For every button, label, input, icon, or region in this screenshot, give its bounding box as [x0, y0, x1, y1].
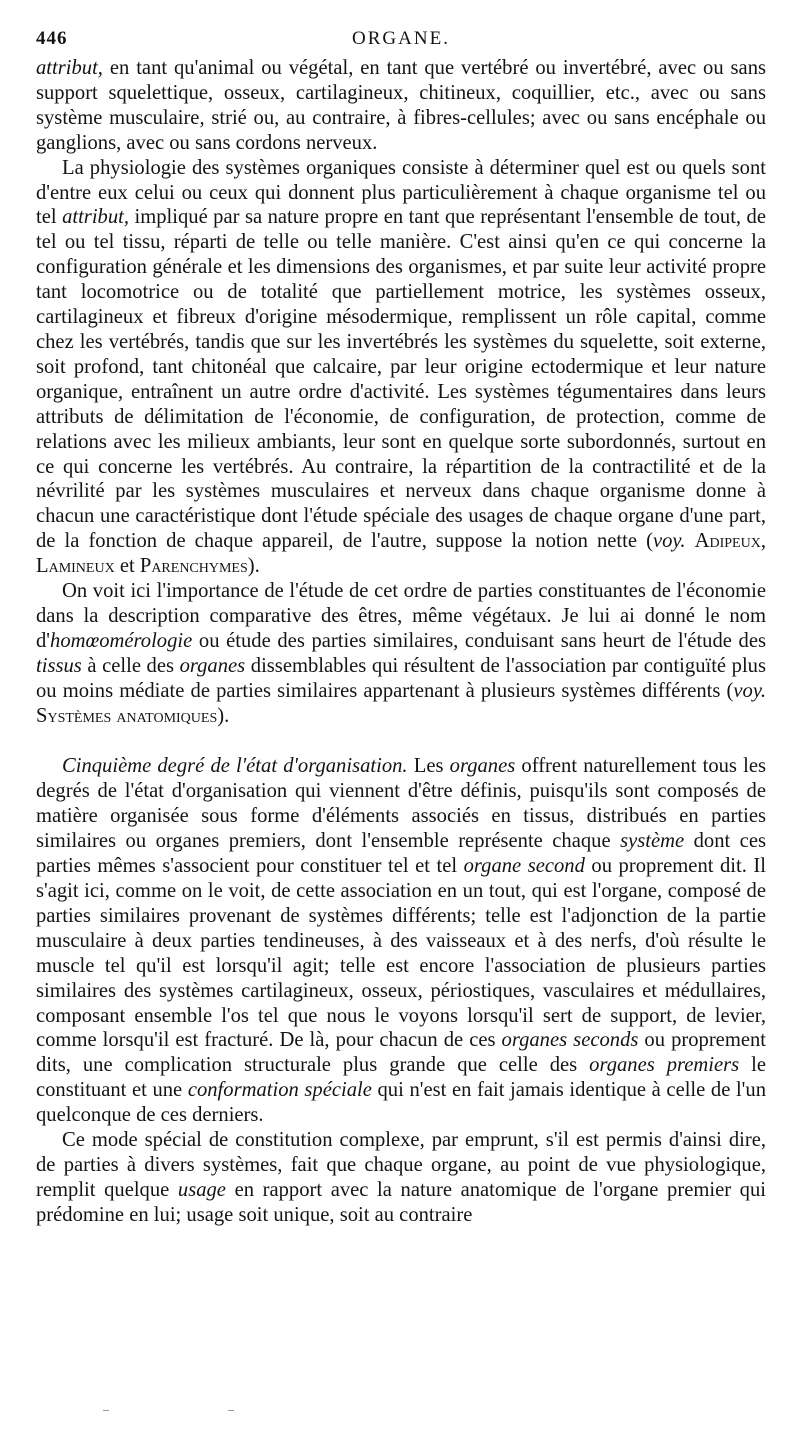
text-run: ou proprement dit. Il s'agit ici, comme on le voit, de cette association en un tout, qui est l'organe, composé de parties similaires provenant de systèmes différents; telle est l'adjonction de la partie musculaire à deux parties tendineuses, à des vaisseaux et à des nerfs, d'où résulte le muscle tel qu'il est lorsqu'il agit; telle est encore l'association de plusieurs parties similaires des systèmes cartilagineux, osseux, périostiques, vasculaires et médullaires, composant ensemble l'os tel que nous le voyons lorsqu'il sert de support, de levier, comme lorsqu'il est fracturé. De là, pour chacun de ces: [36, 855, 766, 1052]
italic-text: organe second: [463, 855, 585, 878]
italic-text: tissus: [36, 654, 82, 677]
text-run: ou étude des parties similaires, conduisant sans heurt de l'étude des: [192, 629, 766, 652]
running-head: ORGANE.: [352, 28, 450, 49]
paragraph: [36, 56, 766, 156]
text-run: et: [114, 555, 140, 578]
text-run: en rapport avec la nature anatomique de l'organe premier qui prédomine en lui; usage soit unique, soit au contraire: [36, 1178, 766, 1226]
page-header: [36, 28, 766, 56]
italic-text: voy.: [652, 530, 686, 553]
text-run: offrent naturellement tous les degrés de l'état d'organisation qui viennent d'être définis, puisqu'ils sont composés de matière organisée sous forme d'éléments associés en tissus, distribués en parties similaires ou organes premiers, dont l'ensemble représente chaque: [36, 755, 766, 853]
body-text: [36, 56, 766, 1228]
text-run: dont ces parties mêmes s'associent pour constituer tel et tel: [36, 830, 766, 878]
scan-mark: [103, 1410, 109, 1411]
document-page: [36, 28, 766, 1228]
text-run: Les: [407, 755, 450, 778]
italic-text: homœomérologie: [50, 629, 193, 652]
text-run: ou proprement dits, une complication structurale plus grande que celle des: [36, 1029, 766, 1077]
text-run: Ce mode spécial de constitution complexe, par emprunt, s'il est permis d'ainsi dire, de parties à divers systèmes, fait que chaque organe, au point de vue physiologique, remplit quelque: [36, 1129, 766, 1201]
page-number: 446: [36, 28, 68, 49]
italic-text: organes: [449, 755, 516, 778]
italic-text: système: [620, 830, 685, 853]
paragraph: [36, 156, 766, 579]
italic-text: attribut,: [36, 57, 103, 79]
scan-mark: [228, 1410, 234, 1411]
text-run: On voit ici l'importance de l'étude de cet ordre de parties constituantes de l'économie dans la description comparative des êtres, même végétaux. Je lui ai donné le nom d': [36, 580, 766, 652]
italic-text: Cinquième degré de l'état d'organisation.: [62, 755, 408, 778]
italic-text: attribut,: [62, 206, 130, 229]
italic-text: usage: [177, 1178, 226, 1201]
text-run: impliqué par sa nature propre en tant que représentant l'ensemble de tout, de tel ou tel tissu, réparti de telle ou telle manière. C'est ainsi qu'en ce qui concerne la configuration générale et les dimensions des organismes, et par suite leur activité propre tant locomotrice ou de totalité que partiellement motrice, les systèmes osseux, cartilagineux et fibreux d'origine mésodermique, remplissent un rôle capital, comme chez les vertébrés, tandis que sur les invertébrés les systèmes du squelette, soit externe, soit profond, tant chitonéal que calcaire, par leur origine ectodermique et leur nature organique, entraînent un autre ordre d'activité. Les systèmes tégumentaires dans leurs attributs de délimitation de l'économie, de configuration, de protection, comme de relations avec les milieux ambiants, leur sont en quelque sorte subordonnés, surtout en ce qui concerne les vertébrés. Au contraire, la répartition de la contractilité et de la névrilité par les systèmes musculaires et nerveux dans chaque organisme donne à chacun une caractéristique dont l'étude spéciale des usages de chaque organe d'une part, de la fonction de chaque appareil, de l'autre, suppose la notion nette (: [36, 206, 766, 553]
text-run: [686, 530, 695, 552]
italic-text: organes premiers: [589, 1054, 740, 1077]
small-caps-text: Systèmes anatomiques: [36, 704, 218, 727]
small-caps-text: Parenchymes: [139, 555, 248, 578]
small-caps-text: Lamineux: [36, 555, 115, 578]
paragraph: [36, 579, 766, 728]
italic-text: conformation spéciale: [187, 1079, 372, 1102]
paragraph: [36, 754, 766, 1128]
text-run: ).: [217, 704, 230, 727]
text-run: qui n'est en fait jamais identique à celle de l'un quelconque de ces derniers.: [36, 1079, 766, 1127]
text-run: La physiologie des systèmes organiques consiste à déterminer quel est ou quels sont d'entre eux celui ou ceux qui donnent plus particulièrement à chaque organisme tel ou tel: [36, 156, 766, 229]
italic-text: organes: [179, 654, 246, 677]
small-caps-text: Adipeux: [694, 530, 761, 553]
italic-text: voy.: [733, 679, 766, 702]
italic-text: organes seconds: [501, 1029, 639, 1052]
text-run: en tant qu'animal ou végétal, en tant que vertébré ou invertébré, avec ou sans support squelettique, osseux, cartilagineux, chitineux, coquillier, etc., avec ou sans système musculaire, strié ou, au contraire, à fibres-cellules; avec ou sans encéphale ou ganglions, avec ou sans cordons nerveux.: [36, 57, 766, 154]
text-run: ).: [247, 555, 260, 578]
text-run: ,: [760, 530, 766, 553]
text-run: le constituant et une: [36, 1054, 766, 1102]
bottom-scan-marks: [0, 1410, 800, 1420]
text-run: dissemblables qui résultent de l'association par contiguïté plus ou moins médiate de parties similaires appartenant à plusieurs systèmes différents (: [36, 654, 766, 702]
text-run: à celle des: [81, 654, 180, 677]
paragraph: [36, 1128, 766, 1228]
